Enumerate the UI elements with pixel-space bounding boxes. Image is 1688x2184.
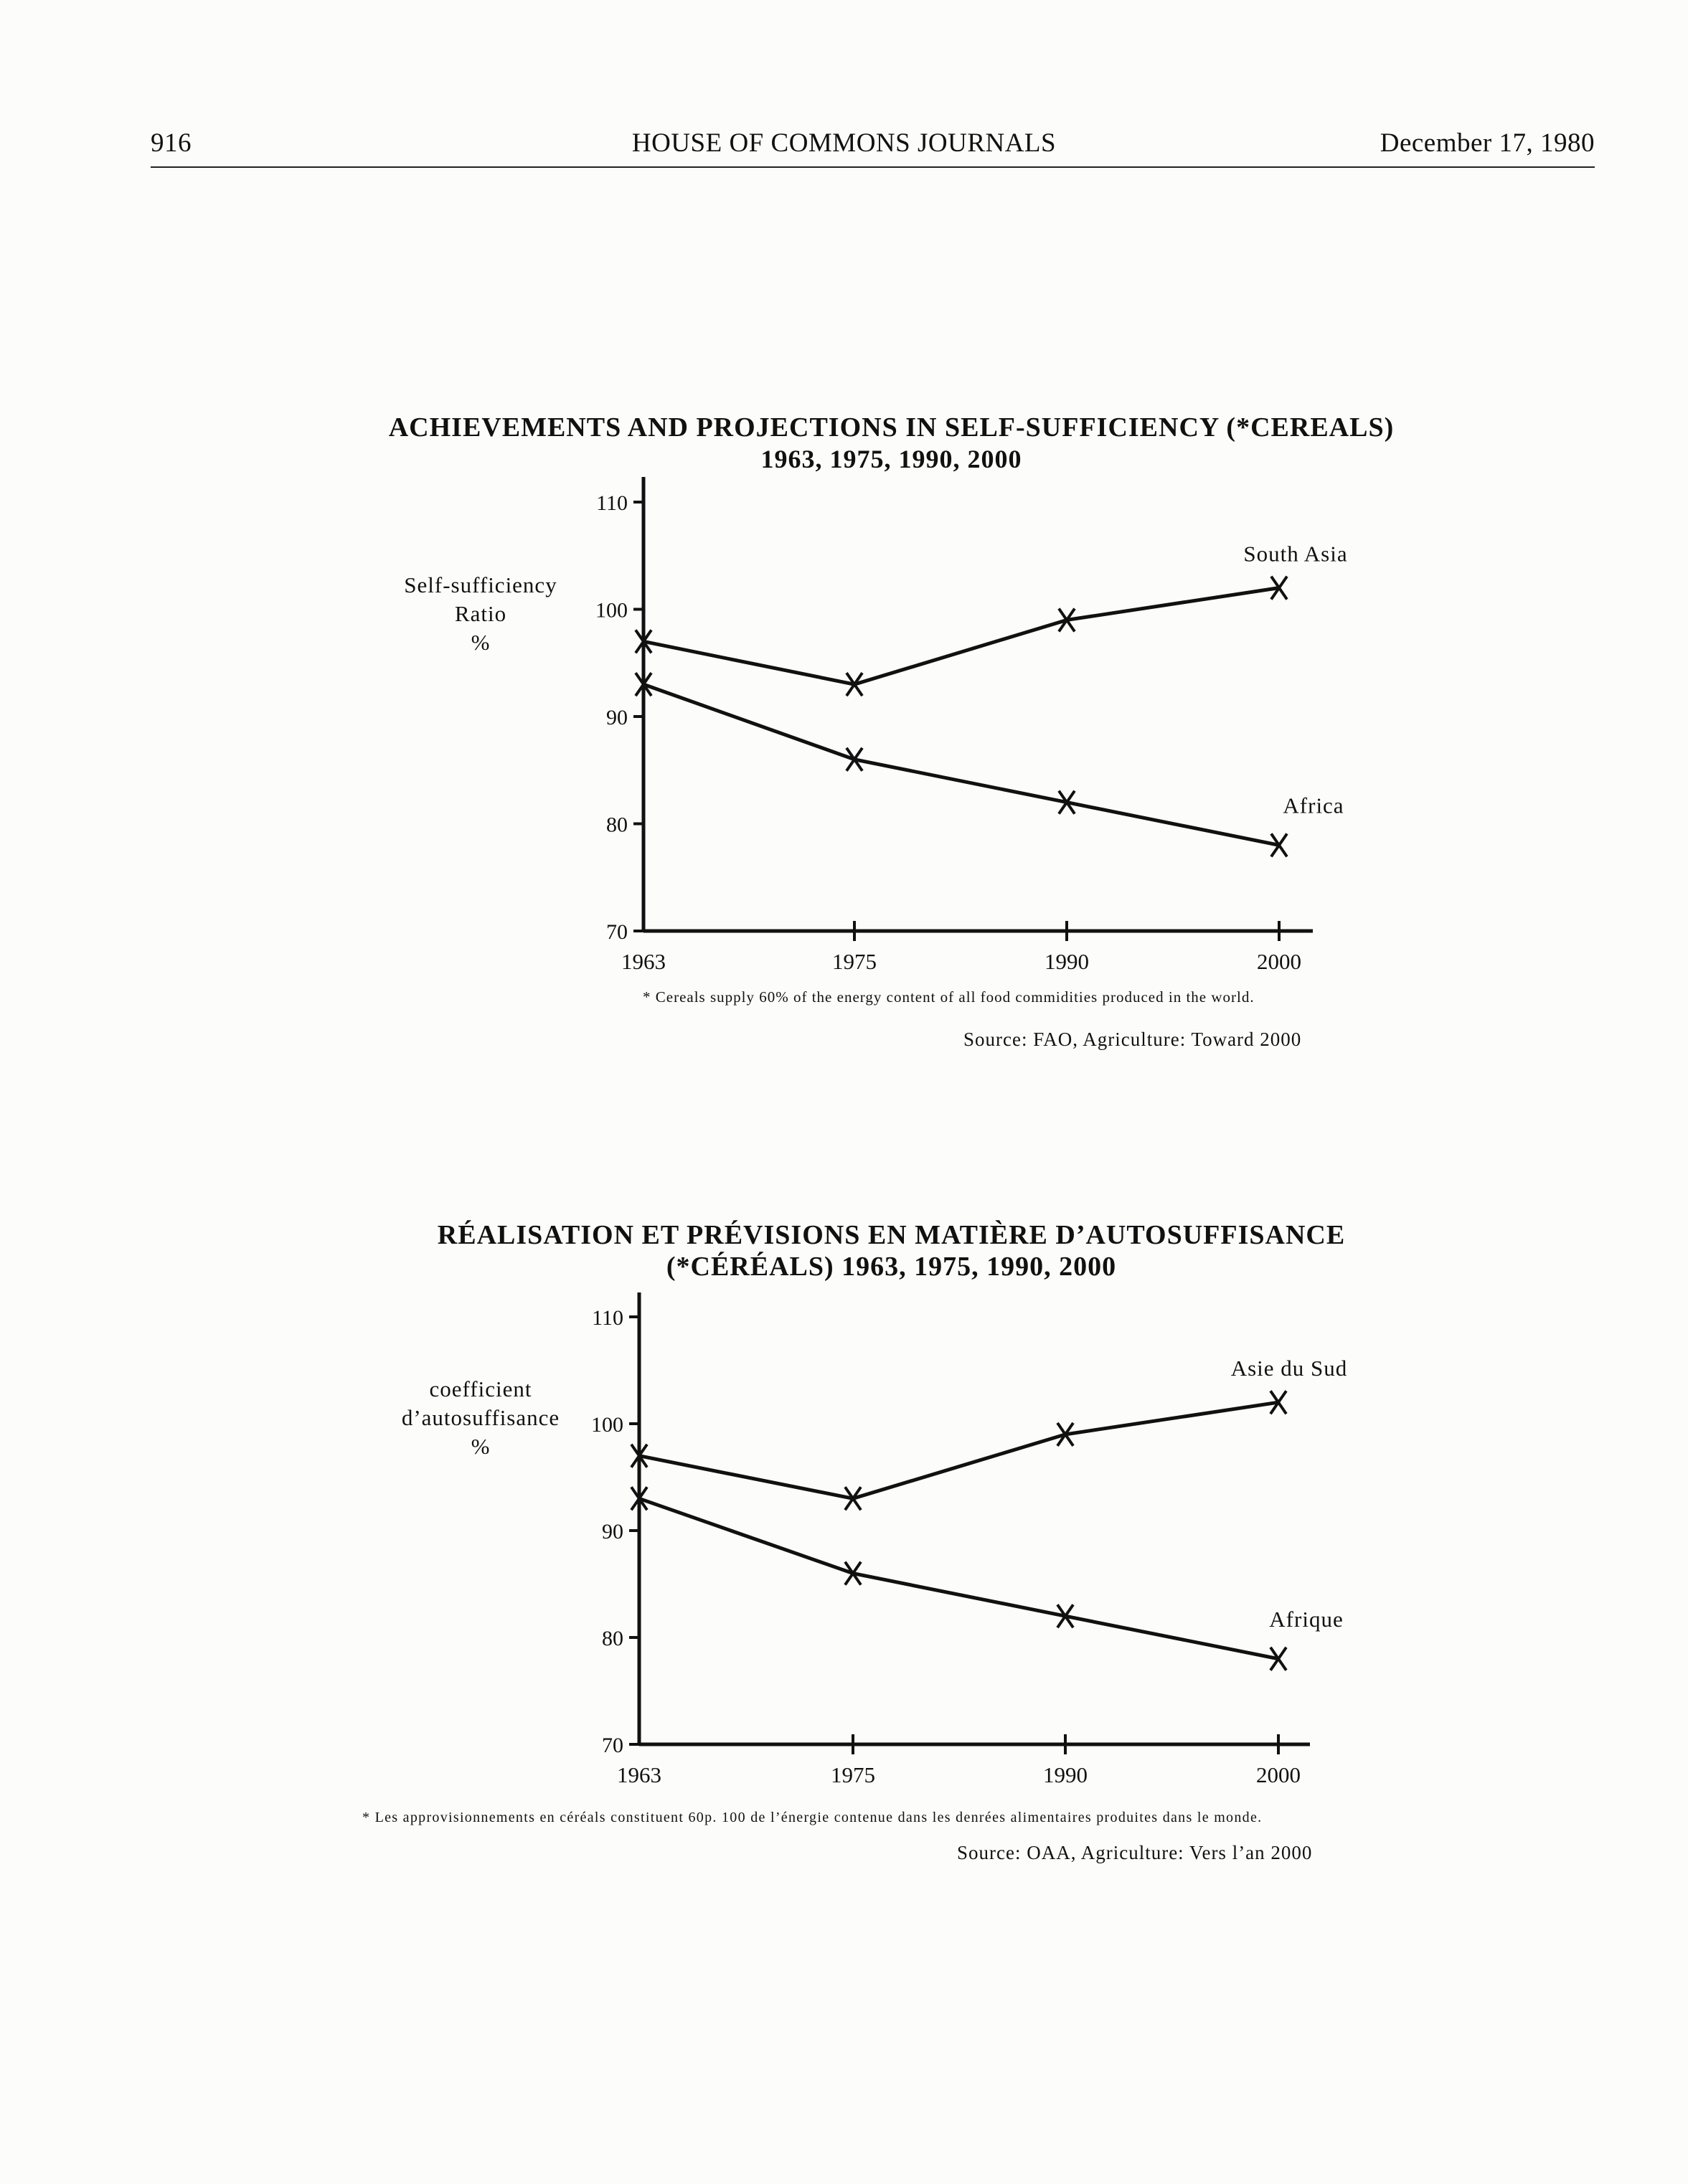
chart2-series-label: Afrique: [1269, 1606, 1344, 1632]
chart1-ylabel-line: %: [471, 630, 491, 655]
chart1-title: ACHIEVEMENTS AND PROJECTIONS IN SELF-SUFFICIENCY (*CEREALS): [388, 412, 1395, 443]
journal-title: HOUSE OF COMMONS JOURNALS: [631, 128, 1057, 158]
chart1-series-label: Africa: [1283, 793, 1344, 818]
chart2-footnote: * Les approvisionnements en céréals constituent 60p. 100 de l’énergie contenue dans les denrées alimentaires produites dans le monde.: [362, 1810, 1263, 1825]
chart2-y-tick-label: 70: [602, 1734, 623, 1757]
chart2-title: RÉALISATION ET PRÉVISIONS EN MATIÈRE D’AUTOSUFFISANCE: [437, 1220, 1346, 1250]
chart2-y-tick-label: 80: [602, 1627, 623, 1650]
chart2-y-tick-label: 100: [591, 1413, 623, 1437]
chart2-ylabel-line: %: [471, 1434, 491, 1459]
chart1-y-tick-label: 90: [606, 706, 628, 729]
chart2-series-line: [639, 1402, 1278, 1498]
chart1-source: Source: FAO, Agriculture: Toward 2000: [963, 1029, 1302, 1050]
chart2-y-tick-label: 110: [592, 1306, 623, 1330]
chart1-x-tick-label: 1975: [832, 949, 877, 974]
chart2-y-tick-label: 90: [602, 1520, 623, 1544]
chart1-subtitle: 1963, 1975, 1990, 2000: [760, 445, 1022, 473]
chart1-x-tick-label: 1963: [621, 949, 666, 974]
chart1-y-tick-label: 110: [596, 491, 628, 515]
chart1-series-label: South Asia: [1243, 541, 1348, 567]
chart1-y-tick-label: 80: [606, 813, 628, 837]
chart2-source: Source: OAA, Agriculture: Vers l’an 2000: [957, 1842, 1313, 1863]
chart2-ylabel-line: coefficient: [429, 1376, 532, 1401]
page-date: December 17, 1980: [1380, 128, 1595, 158]
chart1-ylabel-line: Self-sufficiency: [404, 572, 557, 597]
chart2-subtitle: (*CÉRÉALS) 1963, 1975, 1990, 2000: [666, 1252, 1117, 1282]
chart1-x-tick-label: 2000: [1257, 949, 1301, 974]
chart1-ylabel-line: Ratio: [454, 601, 507, 626]
chart2-x-tick-label: 1963: [617, 1762, 661, 1787]
chart2-series-label: Asie du Sud: [1230, 1356, 1348, 1381]
chart2-series-line: [639, 1498, 1278, 1659]
chart2-x-tick-label: 1975: [831, 1762, 875, 1787]
chart1-x-tick-label: 1990: [1045, 949, 1089, 974]
chart1-footnote: * Cereals supply 60% of the energy content of all food commidities produced in the world.: [643, 988, 1255, 1006]
chart2-x-tick-label: 2000: [1256, 1762, 1301, 1787]
chart2-x-tick-label: 1990: [1043, 1762, 1088, 1787]
page-number: 916: [151, 128, 192, 158]
chart1-y-tick-label: 100: [595, 598, 628, 623]
chart2-ylabel-line: d’autosuffisance: [401, 1405, 560, 1430]
chart1-y-tick-label: 70: [606, 920, 628, 944]
